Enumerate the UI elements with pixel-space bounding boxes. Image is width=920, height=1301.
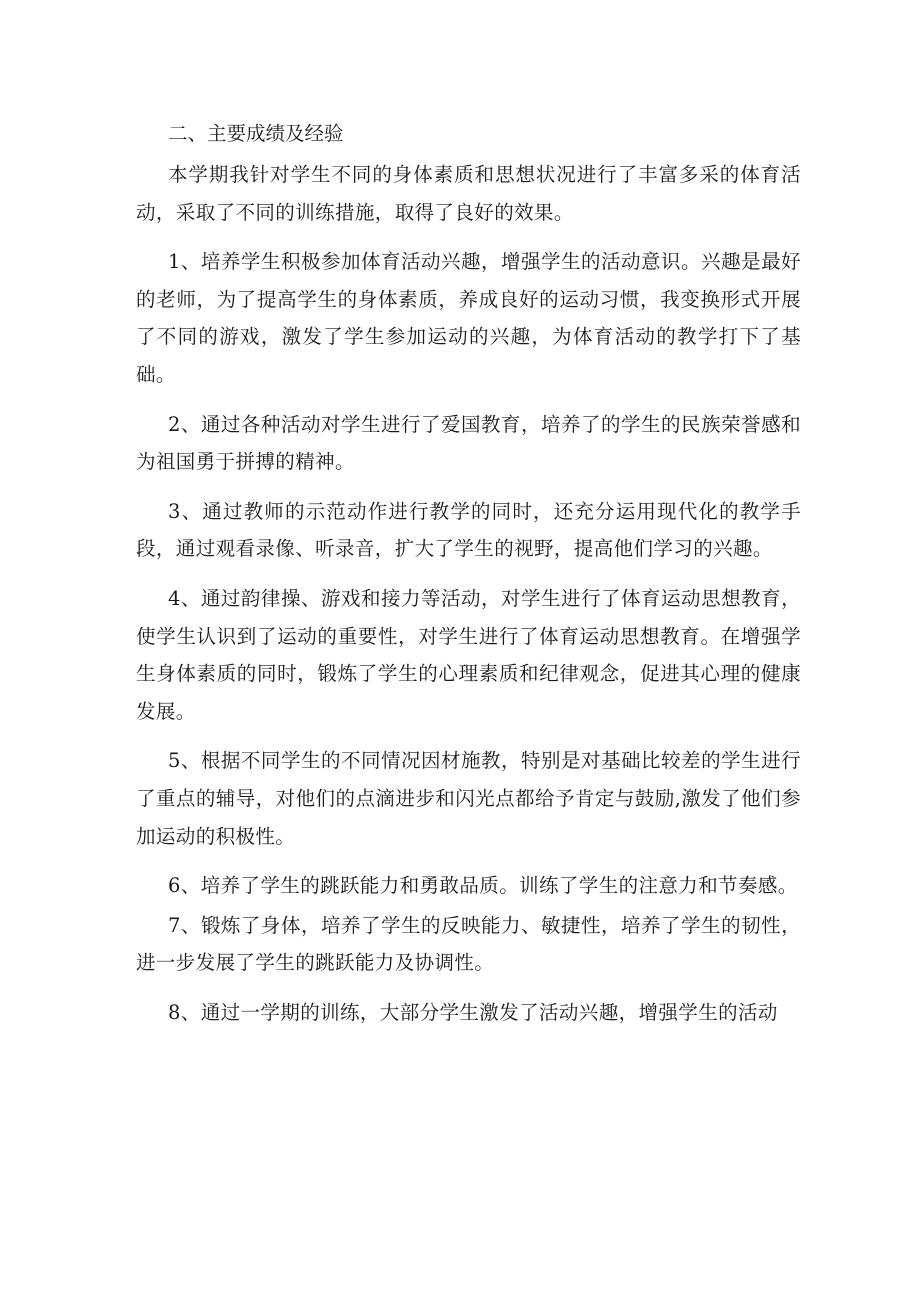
item-6-paragraph: 6、培养了学生的跳跃能力和勇敢品质。训练了学生的注意力和节奏感。 (168, 874, 798, 898)
document-body (136, 116, 801, 1043)
item-8-paragraph: 8、通过一学期的训练，大部分学生激发了活动兴趣，增强学生的活动 (168, 1000, 778, 1024)
item-1-paragraph: 1、培养学生积极参加体育活动兴趣，增强学生的活动意识。兴趣是最好的老师，为了提高学生的身体素质，养成良好的运动习惯，我变换形式开展了不同的游戏，激发了学生参加运动的兴趣，为体育活动的教学打下了基础。 (136, 250, 801, 386)
item-2-paragraph: 2、通过各种活动对学生进行了爱国教育，培养了的学生的民族荣誉感和为祖国勇于拼搏的精神。 (136, 412, 801, 474)
intro-paragraph: 本学期我针对学生不同的身体素质和思想状况进行了丰富多采的体育活动，采取了不同的训练措施，取得了良好的效果。 (136, 163, 801, 224)
item-7-paragraph: 7、锻炼了身体，培养了学生的反映能力、敏捷性，培养了学生的韧性，进一步发展了学生的跳跃能力及协调性。 (136, 913, 801, 975)
item-5-paragraph: 5、根据不同学生的不同情况因材施教，特别是对基础比较差的学生进行了重点的辅导，对他们的点滴进步和闪光点都给予肯定与鼓励,激发了他们参加运动的积极性。 (136, 749, 801, 848)
item-3-paragraph: 3、通过教师的示范动作进行教学的同时，还充分运用现代化的教学手段，通过观看录像、听录音，扩大了学生的视野，提高他们学习的兴趣。 (136, 499, 801, 561)
section-heading: 二、主要成绩及经验 (168, 122, 344, 145)
item-4-paragraph: 4、通过韵律操、游戏和接力等活动，对学生进行了体育运动思想教育，使学生认识到了运动的重要性，对学生进行了体育运动思想教育。在增强学生身体素质的同时，锻炼了学生的心理素质和纪律观念，促进其心理的健康发展。 (136, 586, 801, 723)
